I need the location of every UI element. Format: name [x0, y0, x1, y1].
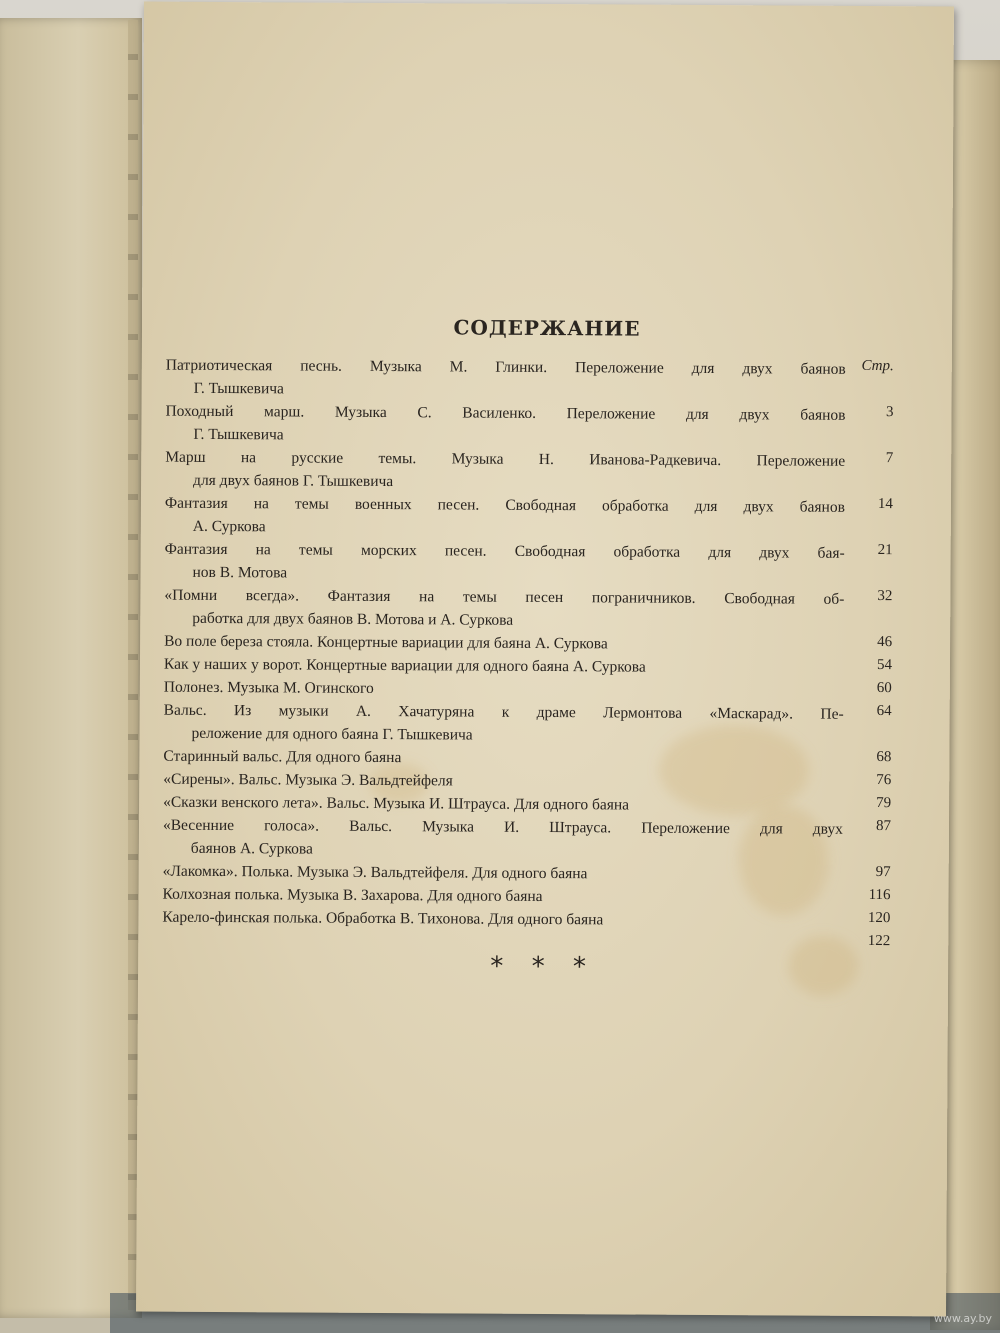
- toc-page-number: 54: [876, 657, 893, 674]
- toc-page-number: 46: [877, 634, 893, 651]
- toc-entry: [164, 538, 844, 588]
- toc-entry-line: Марш на русские темы. Музыка Н. Иванова-Радкевича. Переложение: [165, 448, 846, 470]
- toc-entry-line: нов В. Мотова: [192, 563, 288, 582]
- toc-entry-line: работка для двух баянов В. Мотова и А. Суркова: [192, 609, 514, 629]
- toc-page-number: 68: [876, 749, 892, 766]
- toc-entry-line: А. Суркова: [192, 517, 266, 536]
- toc-entry-line: Фантазия на темы военных песен. Свободная обработка для двух баянов: [164, 494, 845, 516]
- toc-page-number: 7: [885, 450, 894, 467]
- toc-entry: [165, 400, 845, 450]
- toc-page-number: 32: [877, 588, 893, 605]
- page-column-label: Стр.: [861, 357, 894, 375]
- toc-entry-line: для двух баянов Г. Тышкевича: [193, 471, 394, 491]
- toc-page-number: 21: [877, 542, 893, 559]
- toc-list: [162, 354, 845, 933]
- toc-page-number: 14: [877, 496, 894, 513]
- toc-entry-line: Колхозная полька. Музыка В. Захарова. Для одного баяна: [162, 885, 543, 905]
- toc-entry-line: Полонез. Музыка М. Огинского: [163, 678, 374, 697]
- toc-page-number: 120: [867, 909, 891, 927]
- toc-entry-line: «Сирены». Вальс. Музыка Э. Вальдтейфеля: [163, 770, 453, 790]
- toc-entry-line: Фантазия на темы морских песен. Свободная обработка для двух бая-: [164, 540, 845, 562]
- ornament-stars: * * *: [490, 951, 596, 983]
- toc-entry: [165, 446, 845, 496]
- toc-page-number: 60: [876, 680, 892, 697]
- toc-page-number: 76: [876, 772, 892, 789]
- toc-entry-line: Как у наших у ворот. Концертные вариации для одного баяна А. Суркова: [163, 655, 646, 676]
- toc-entry-line: «Весенние голоса». Вальс. Музыка И. Штрауса. Переложение для двух: [162, 816, 844, 838]
- watermark: www.ay.by: [933, 1312, 992, 1325]
- toc-entry-line: реложение для одного баяна Г. Тышкевича: [191, 724, 473, 744]
- toc-entry-line: Во поле береза стояла. Концертные вариации для баяна А. Суркова: [164, 632, 608, 653]
- toc-entry-line: «Лакомка». Полька. Музыка Э. Вальдтейфеля. Для одного баяна: [162, 862, 588, 883]
- toc-page-number: 79: [876, 795, 892, 812]
- book-page: [136, 2, 954, 1317]
- toc-page-number: 87: [875, 818, 892, 835]
- toc-entry-line: Г. Тышкевича: [193, 425, 284, 444]
- toc-entry-line: Карело-финская полька. Обработка В. Тихонова. Для одного баяна: [162, 908, 604, 929]
- toc-page-number: 122: [867, 932, 891, 950]
- toc-entry-line: Патриотическая песнь. Музыка М. Глинки. Переложение для двух баянов: [165, 356, 846, 378]
- toc-entry: [166, 354, 846, 404]
- toc-entry: [164, 584, 844, 634]
- toc-entry: [162, 906, 842, 933]
- toc-page-number: 116: [868, 886, 891, 904]
- toc-page-number: 64: [876, 703, 892, 720]
- toc-entry-line: Походный марш. Музыка С. Василенко. Переложение для двух баянов: [165, 402, 846, 424]
- toc-heading: СОДЕРЖАНИЕ: [453, 315, 641, 341]
- toc-entry-line: баянов А. Суркова: [190, 839, 313, 858]
- toc-entry-line: Г. Тышкевича: [193, 379, 285, 398]
- toc-entry-line: Старинный вальс. Для одного баяна: [163, 747, 402, 767]
- toc-page-number: 97: [875, 864, 891, 881]
- left-page-edge: [0, 18, 142, 1318]
- toc-entry-line: «Сказки венского лета». Вальс. Музыка И. Штрауса. Для одного баяна: [163, 793, 630, 814]
- toc-entry: [165, 492, 845, 542]
- toc-entry: [163, 814, 843, 864]
- toc-page-number: 3: [885, 404, 894, 421]
- toc-entry-line: Вальс. Из музыки А. Хачатуряна к драме Лермонтова «Маскарад». Пе-: [163, 701, 844, 723]
- toc-entry-line: «Помни всегда». Фантазия на темы песен пограничников. Свободная об-: [164, 586, 845, 608]
- toc-entry: [163, 699, 843, 749]
